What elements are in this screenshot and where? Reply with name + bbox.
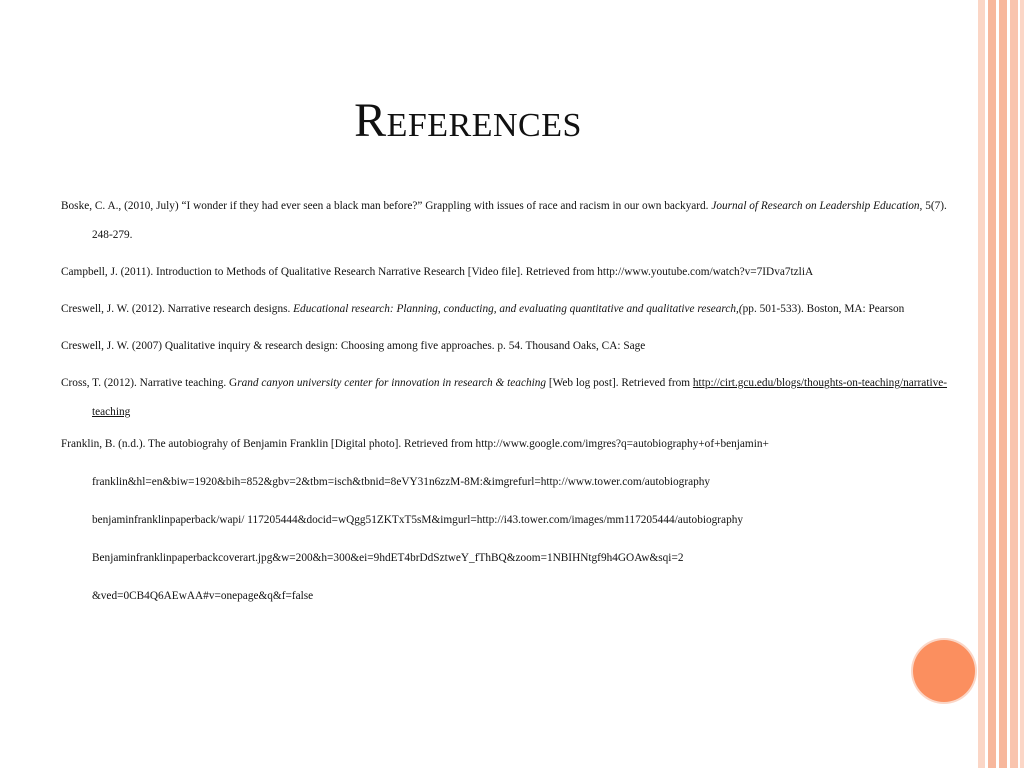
reference-text: 5(7). 248-279.: [92, 200, 947, 241]
slide-title: References: [354, 94, 582, 147]
reference-text: Campbell, J. (2011). Introduction to Methods of Qualitative Research Narrative Research [Video file]. Retrieved from http://www.youtube.com/watch?v=7IDva7tzliA: [61, 266, 814, 278]
reference-text: Boske, C. A., (2010, July) “I wonder if they had ever seen a black man before?” Grappling with issues of race and racism in our own backyard.: [61, 200, 712, 212]
reference-creswell-2007: [61, 332, 966, 361]
reference-line: Benjaminfranklinpaperbackcoverart.jpg&w=200&h=300&ei=9hdET4brDdSztweY_fThBQ&zoom=1NBIHNtgf9h4GOAw&sqi=2: [92, 552, 684, 564]
reference-cross: [61, 369, 966, 427]
reference-source: rand canyon university center for innovation in research & teaching: [237, 377, 547, 389]
reference-text: Cross, T. (2012). Narrative teaching. G: [61, 377, 238, 389]
reference-link[interactable]: http://cirt.gcu.edu/blogs/thoughts-on-teaching/narrative-teaching: [92, 377, 948, 418]
reference-text: [Web log post]. Retrieved from: [546, 377, 693, 389]
reference-source: Educational research: Planning, conducting, and evaluating quantitative and qualitative research,(: [293, 303, 743, 315]
reference-line: &ved=0CB4Q6AEwAA#v=onepage&q&f=false: [92, 590, 314, 602]
reference-line: Franklin, B. (n.d.). The autobiograhy of Benjamin Franklin [Digital photo]. Retrieved from http://www.google.com/imgres?q=autobiography+of+benjamin+: [61, 438, 769, 450]
reference-text: Creswell, J. W. (2007) Qualitative inquiry & research design: Choosing among five approaches. p. 54. Thousand Oaks, CA: Sage: [61, 340, 646, 352]
stripe: [1010, 0, 1018, 768]
stripe: [999, 0, 1007, 768]
decorative-circle: [913, 640, 975, 702]
reference-text: Creswell, J. W. (2012). Narrative research designs.: [61, 303, 294, 315]
reference-line: benjaminfranklinpaperback/wapi/ 117205444&docid=wQgg51ZKTxT5sM&imgurl=http://i43.tower.com/images/mm117205444/autobiography: [92, 514, 744, 526]
reference-source: Journal of Research on Leadership Education,: [711, 200, 923, 212]
reference-campbell: [61, 258, 966, 287]
decorative-stripes: [978, 0, 1024, 768]
reference-boske: [61, 192, 966, 250]
stripe: [978, 0, 985, 768]
reference-creswell-2012: [61, 295, 966, 324]
stripe: [988, 0, 996, 768]
reference-franklin: [61, 435, 966, 606]
reference-list: [61, 192, 966, 625]
reference-text: pp. 501-533). Boston, MA: Pearson: [742, 303, 905, 315]
stripe: [1020, 0, 1024, 768]
reference-line: franklin&hl=en&biw=1920&bih=852&gbv=2&tbm=isch&tbnid=8eVY31n6zzM-8M:&imgrefurl=http://www.tower.com/autobiography: [92, 476, 711, 488]
